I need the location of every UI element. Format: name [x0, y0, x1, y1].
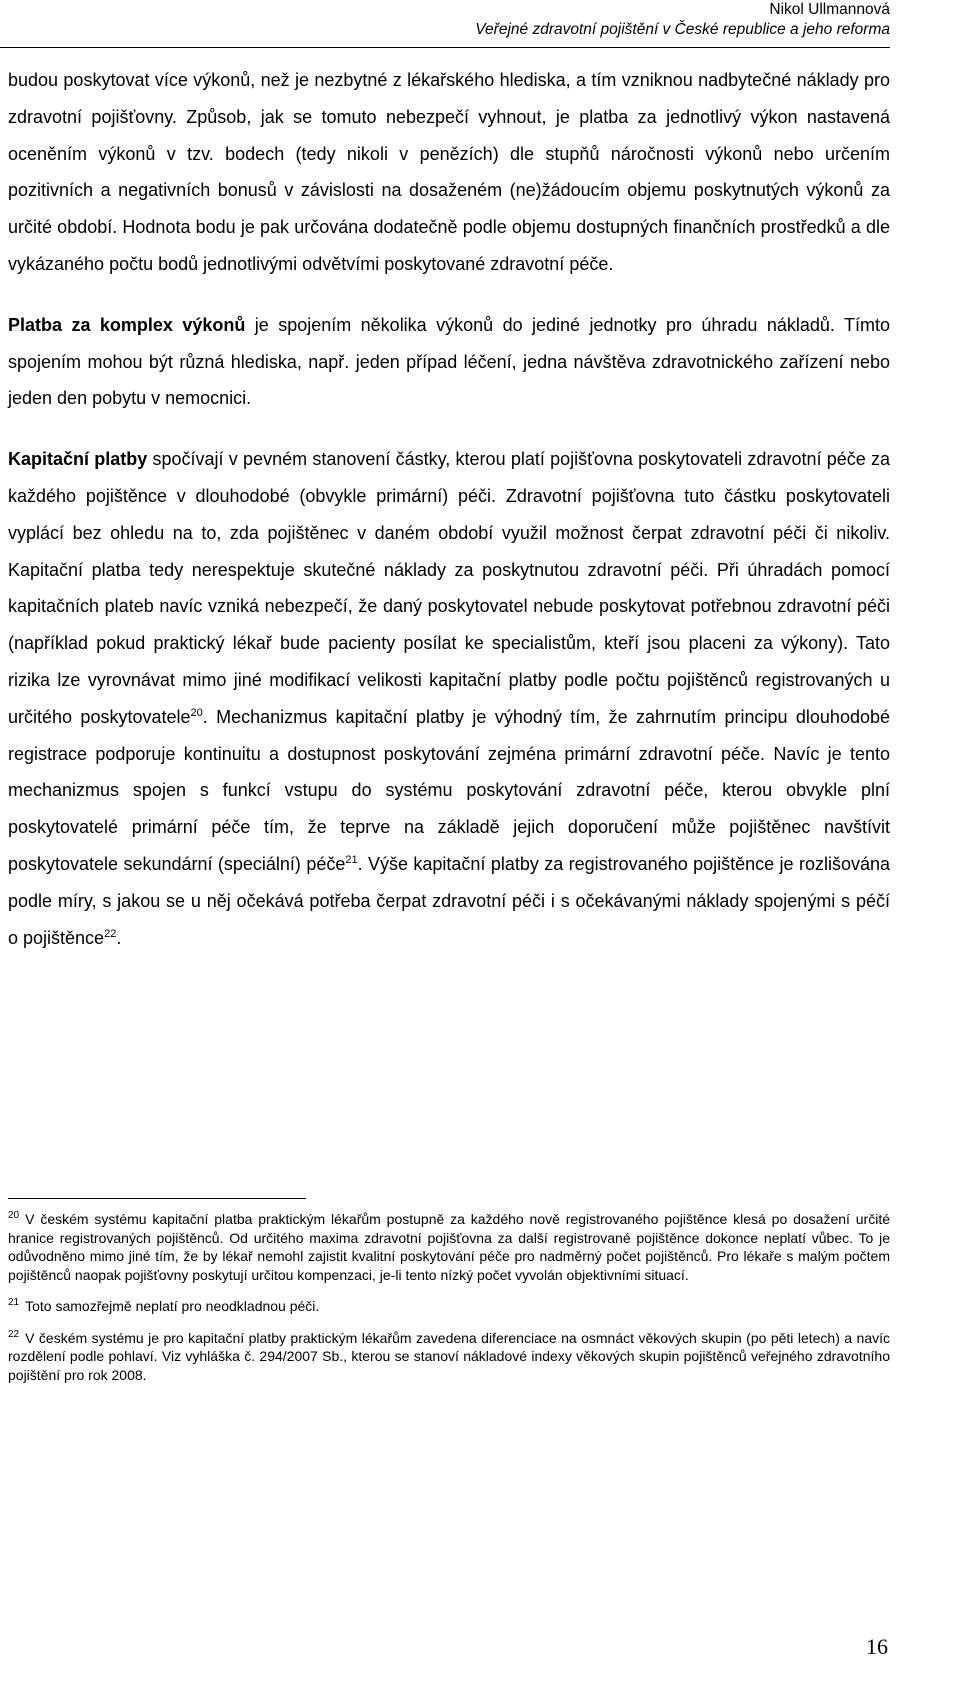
footnote-22: [8, 1329, 890, 1385]
paragraph-capitation: [8, 441, 890, 956]
paragraph-text: spočívají v pevném stanovení částky, kterou platí pojišťovna poskytovateli zdravotní péče za každého pojištěnce v dlouhodobé (obvykle primární) péči. Zdravotní pojišťovna tuto částku poskytovateli vyplácí bez ohledu na to, zda pojištěnec v daném období využil možnost čerpat zdravotní péči či nikoliv. Kapitační platba tedy nerespektuje skutečné náklady za poskytnutou zdravotní péči. Při úhradách pomocí kapitačních plateb navíc vzniká nebezpečí, že daný poskytovatel nebude poskytovat potřebnou zdravotní péči (například pokud praktický lékař bude pacienty posílat ke specialistům, kteří jsou placeni za výkony). Tato rizika lze vyrovnávat mimo jiné modifikací velikosti kapitační platby podle počtu pojištěnců registrovaných u určitého poskytovatele: [8, 449, 890, 727]
footnote-20: [8, 1210, 890, 1284]
footnote-text: Toto samozřejmě neplatí pro neodkladnou péči.: [25, 1298, 320, 1314]
footnotes: [8, 1210, 890, 1384]
footnote-ref-21[interactable]: 21: [345, 853, 358, 866]
paragraph-fee-for-service: [8, 62, 890, 283]
main-text: [8, 62, 890, 956]
paragraph-bundled-payment: [8, 307, 890, 417]
footnote-ref-22[interactable]: 22: [104, 927, 117, 940]
footnote-text: V českém systému je pro kapitační platby praktickým lékařům zavedena diferenciace na osmnáct věkových skupin (po pěti letech) a navíc rozdělení podle pohlaví. Viz vyhláška č. 294/2007 Sb., kterou se stanoví nákladové indexy věkových skupin pojištěnců veřejného zdravotního pojištění pro rok 2008.: [8, 1329, 890, 1383]
header-subtitle: Veřejné zdravotní pojištění v České republice a jeho reforma: [475, 21, 890, 38]
page-number: 16: [866, 1634, 888, 1659]
paragraph-text: . Výše kapitační platby za registrovaného pojištěnce je rozlišována podle míry, s jakou se u něj očekává potřeba čerpat zdravotní péči i s očekávanými náklady spojenými s péčí o pojištěnce: [8, 853, 890, 948]
footnote-number: 20: [8, 1210, 20, 1222]
paragraph-text: . Mechanizmus kapitační platby je výhodný tím, že zahrnutím principu dlouhodobé registrace podporuje kontinuitu a dostupnost poskytování zejména primární zdravotní péče. Navíc je tento mechanizmus spojen s funkcí vstupu do systému poskytování zdravotní péče, kterou obvykle plní poskytovatelé primární péče tím, že teprve na základě jejich doporučení může pojištěnec navštívit poskytovatele sekundární (speciální) péče: [8, 706, 890, 874]
paragraph-text: budou poskytovat více výkonů, než je nezbytné z lékařského hlediska, a tím vzniknou nadbytečné náklady pro zdravotní pojišťovny. Způsob, jak se tomuto nebezpečí vyhnout, je platba za jednotlivý výkon nastavená oceněním výkonů v tzv. bodech (tedy nikoli v penězích) dle stupňů náročnosti výkonů nebo určením pozitivních a negativních bonusů v závislosti na dosaženém (ne)žádoucím objemu poskytnutých výkonů za určité období. Hodnota bodu je pak určována dodatečně podle objemu dostupných finančních prostředků a dle vykázaného počtu bodů jednotlivými odvětvími poskytované zdravotní péče.: [8, 70, 890, 274]
footnote-divider: [8, 1198, 306, 1199]
page-header: [475, 0, 890, 40]
footnote-number: 21: [8, 1297, 20, 1309]
header-divider: [0, 47, 890, 48]
header-author: Nikol Ullmannová: [769, 1, 890, 18]
footnote-ref-20[interactable]: 20: [190, 706, 203, 719]
paragraph-text: .: [116, 927, 122, 948]
footnote-21: [8, 1297, 890, 1316]
term-bundled-payment: Platba za komplex výkonů: [8, 314, 246, 335]
footnote-text: V českém systému kapitační platba praktickým lékařům postupně za každého nově registrovaného pojištěnce klesá po dosažení určité hranice registrovaných pojištěnců. Od určitého maxima zdravotní pojišťovna za další registrované pojištěnce dokonce neplatí vůbec. To je odůvodněno mimo jiné tím, že by lékař nemohl zajistit kvalitní poskytování péče pro nadměrný počet pojištěnců. Pro lékaře s malým počtem pojištěnců naopak pojišťovny poskytují určitou kompenzaci, je-li tento nízký počet vyvolán objektivními situací.: [8, 1211, 890, 1283]
paragraph-text: je spojením několika výkonů do jediné jednotky pro úhradu nákladů. Tímto spojením mohou být různá hlediska, např. jeden případ léčení, jedna návštěva zdravotnického zařízení nebo jeden den pobytu v nemocnici.: [8, 314, 891, 409]
term-capitation: Kapitační platby: [8, 449, 148, 470]
footnote-number: 22: [8, 1328, 20, 1340]
